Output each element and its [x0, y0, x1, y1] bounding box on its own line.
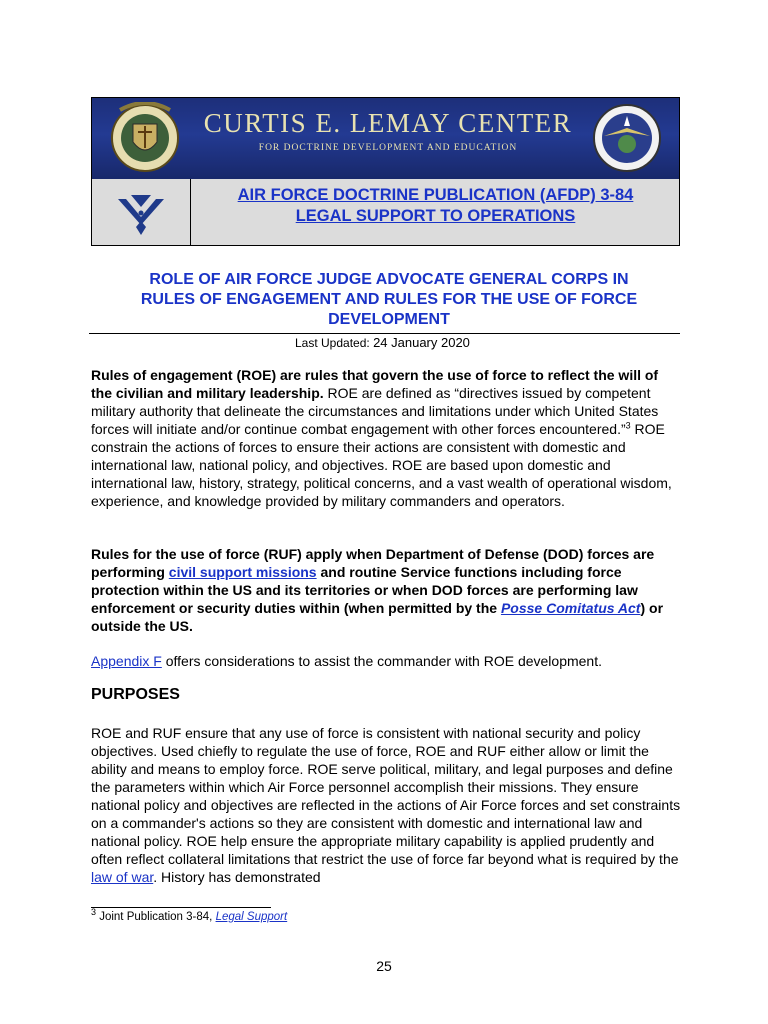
section-heading-line1: ROLE OF AIR FORCE JUDGE ADVOCATE GENERAL CORPS IN: [149, 271, 629, 288]
section-heading-line2: RULES OF ENGAGEMENT AND RULES FOR THE USE OF FORCE: [140, 291, 638, 308]
ruf-paragraph: [91, 545, 681, 635]
lemay-center-seal-icon: [590, 102, 664, 174]
publication-title-row: [92, 179, 679, 245]
posse-comitatus-act-link[interactable]: Posse Comitatus Act: [500, 600, 641, 616]
logo-cell: [92, 179, 191, 245]
footnote-divider: [91, 907, 271, 908]
center-title: CURTIS E. LEMAY CENTER: [203, 108, 573, 138]
last-updated-label: Last Updated:: [295, 336, 370, 350]
page-number: 25: [376, 958, 392, 974]
roe-definition-bold: Rules of engagement (ROE) are rules that govern the use of force to reflect the will of the civilian and military leadership.: [91, 367, 659, 401]
publication-title-line1: AIR FORCE DOCTRINE PUBLICATION (AFDP) 3-84: [237, 186, 634, 204]
purposes-text: ROE and RUF ensure that any use of force is consistent with national security and policy objectives. Used chiefly to regulate the use of force, ROE and RUF either allow or limit the ability and means to employ force. ROE serve political, military, and legal purposes and define the parameters within which Air Force personnel accomplish their missions. They ensure national policy and objectives are reflected in the actions of Air Force forces and set constraints on a commander's actions so they are consistent with domestic and international law and national policy. ROE help ensure the appropriate military capability is applied prudently and often reflect collateral limitations that restrict the use of force far beyond what is required by the: [91, 725, 681, 867]
appendix-f-link[interactable]: Appendix F: [91, 653, 162, 669]
publication-title-line2: LEGAL SUPPORT TO OPERATIONS: [295, 207, 576, 225]
air-university-seal-icon: [108, 102, 182, 174]
publication-banner: [91, 97, 680, 246]
purposes-heading: PURPOSES: [91, 686, 180, 703]
legal-support-link[interactable]: Legal Support: [215, 911, 288, 923]
purposes-paragraph: [91, 724, 681, 886]
center-subtitle: FOR DOCTRINE DEVELOPMENT AND EDUCATION: [258, 143, 518, 153]
civil-support-missions-link[interactable]: civil support missions: [168, 564, 317, 580]
roe-definition-text: ROE are defined as “directives issued by competent military authority that delineate the circumstances and limitations under which United States forces will initiate and/or continue combat engagement with other forces encountered.”: [91, 385, 659, 437]
footnote-ref[interactable]: 3: [625, 420, 631, 431]
ruf-text-c: ) or outside the US.: [91, 600, 664, 634]
footnote: [91, 907, 288, 923]
appendix-text: offers considerations to assist the commander with ROE development.: [161, 653, 603, 669]
last-updated: [295, 335, 470, 350]
ruf-text-a: Rules for the use of force (RUF) apply when Department of Defense (DOD) forces are performing: [91, 546, 655, 580]
section-heading-line3: DEVELOPMENT: [328, 311, 450, 328]
roe-definition-text-cont: ROE constrain the actions of forces to ensure their actions are consistent with domestic and international law, national policy, and objectives. ROE are based upon domestic and international law, history, strategy, political concerns, and a vast wealth of operational wisdom, experience, and knowledge provided by military commanders and operators.: [91, 421, 672, 509]
footnote-number: 3: [91, 907, 97, 918]
law-of-war-link[interactable]: law of war: [91, 869, 154, 885]
ruf-text-b: and routine Service functions including force protection within the US and its territories or when DOD forces are performing law enforcement or security duties within (when permitted by the: [91, 564, 638, 616]
publication-title[interactable]: [192, 185, 679, 227]
appendix-paragraph: [91, 652, 681, 670]
lemay-center-header: [92, 98, 679, 181]
last-updated-date: 24 January 2020: [373, 335, 470, 350]
section-heading: [100, 270, 678, 330]
air-force-symbol-icon: [114, 185, 168, 239]
heading-divider: [89, 333, 680, 334]
purposes-text-cont: . History has demonstrated: [153, 869, 321, 885]
roe-definition-paragraph: [91, 366, 681, 510]
footnote-text: Joint Publication 3-84,: [96, 911, 216, 923]
